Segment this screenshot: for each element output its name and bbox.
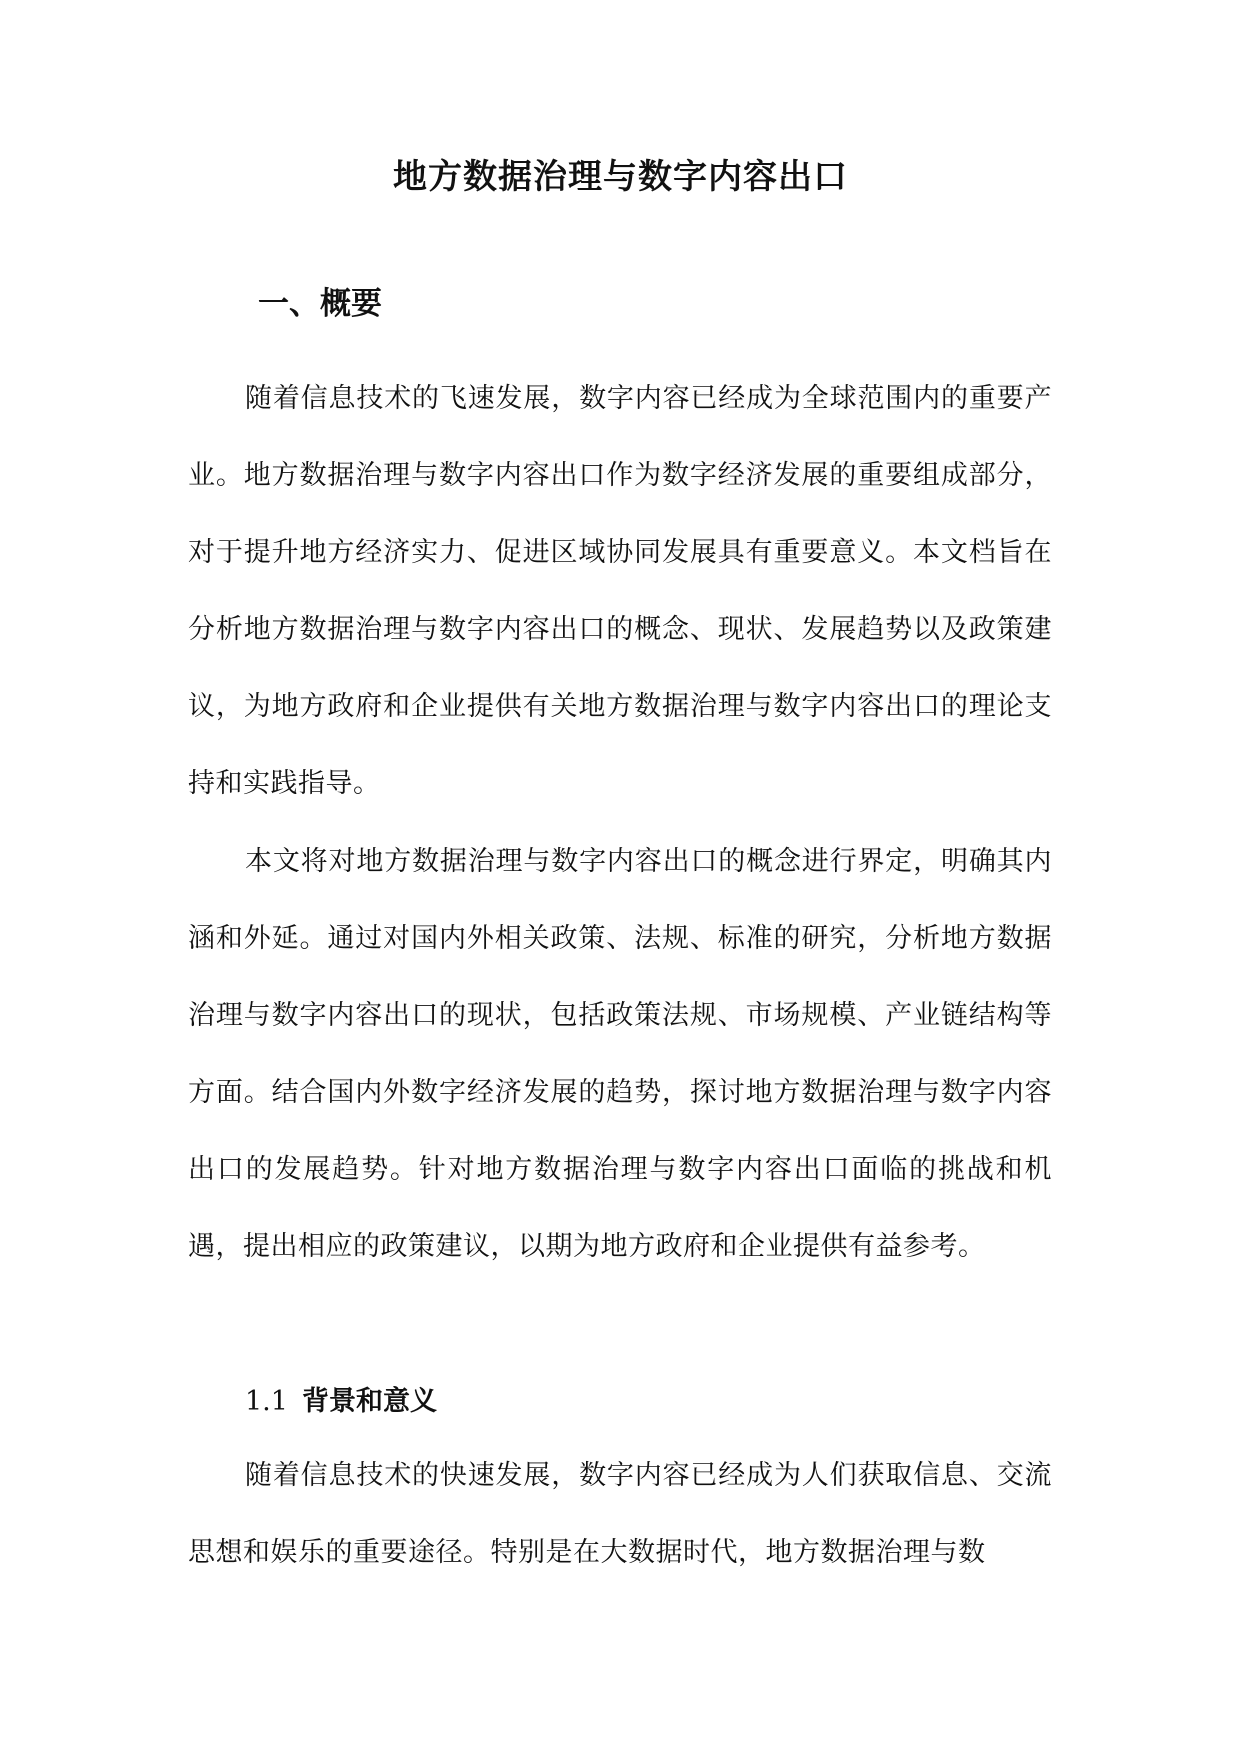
subsection-title: 背景和意义 bbox=[301, 1386, 437, 1417]
document-title: 地方数据治理与数字内容出口 bbox=[393, 157, 848, 197]
subsection-number: 1.1 bbox=[245, 1386, 288, 1417]
subsection-heading-background bbox=[245, 1378, 437, 1426]
body-paragraph: 随着信息技术的飞速发展，数字内容已经成为全球范围内的重要产业。地方数据治理与数字内容出口作为数字经济发展的重要组成部分，对于提升地方经济实力、促进区域协同发展具有重要意义。本文档旨在分析地方数据治理与数字内容出口的概念、现状、发展趋势以及政策建议，为地方政府和企业提供有关地方数据治理与数字内容出口的理论支持和实践指导。 bbox=[188, 383, 1052, 799]
body-paragraph: 本文将对地方数据治理与数字内容出口的概念进行界定，明确其内涵和外延。通过对国内外相关政策、法规、标准的研究，分析地方数据治理与数字内容出口的现状，包括政策法规、市场规模、产业链结构等方面。结合国内外数字经济发展的趋势，探讨地方数据治理与数字内容出口的发展趋势。针对地方数据治理与数字内容出口面临的挑战和机遇，提出相应的政策建议，以期为地方政府和企业提供有益参考。 bbox=[188, 846, 1052, 1262]
section-heading-overview: 一、概要 bbox=[258, 286, 382, 322]
body-paragraph: 随着信息技术的快速发展，数字内容已经成为人们获取信息、交流思想和娱乐的重要途径。特别是在大数据时代，地方数据治理与数 bbox=[188, 1460, 1052, 1568]
